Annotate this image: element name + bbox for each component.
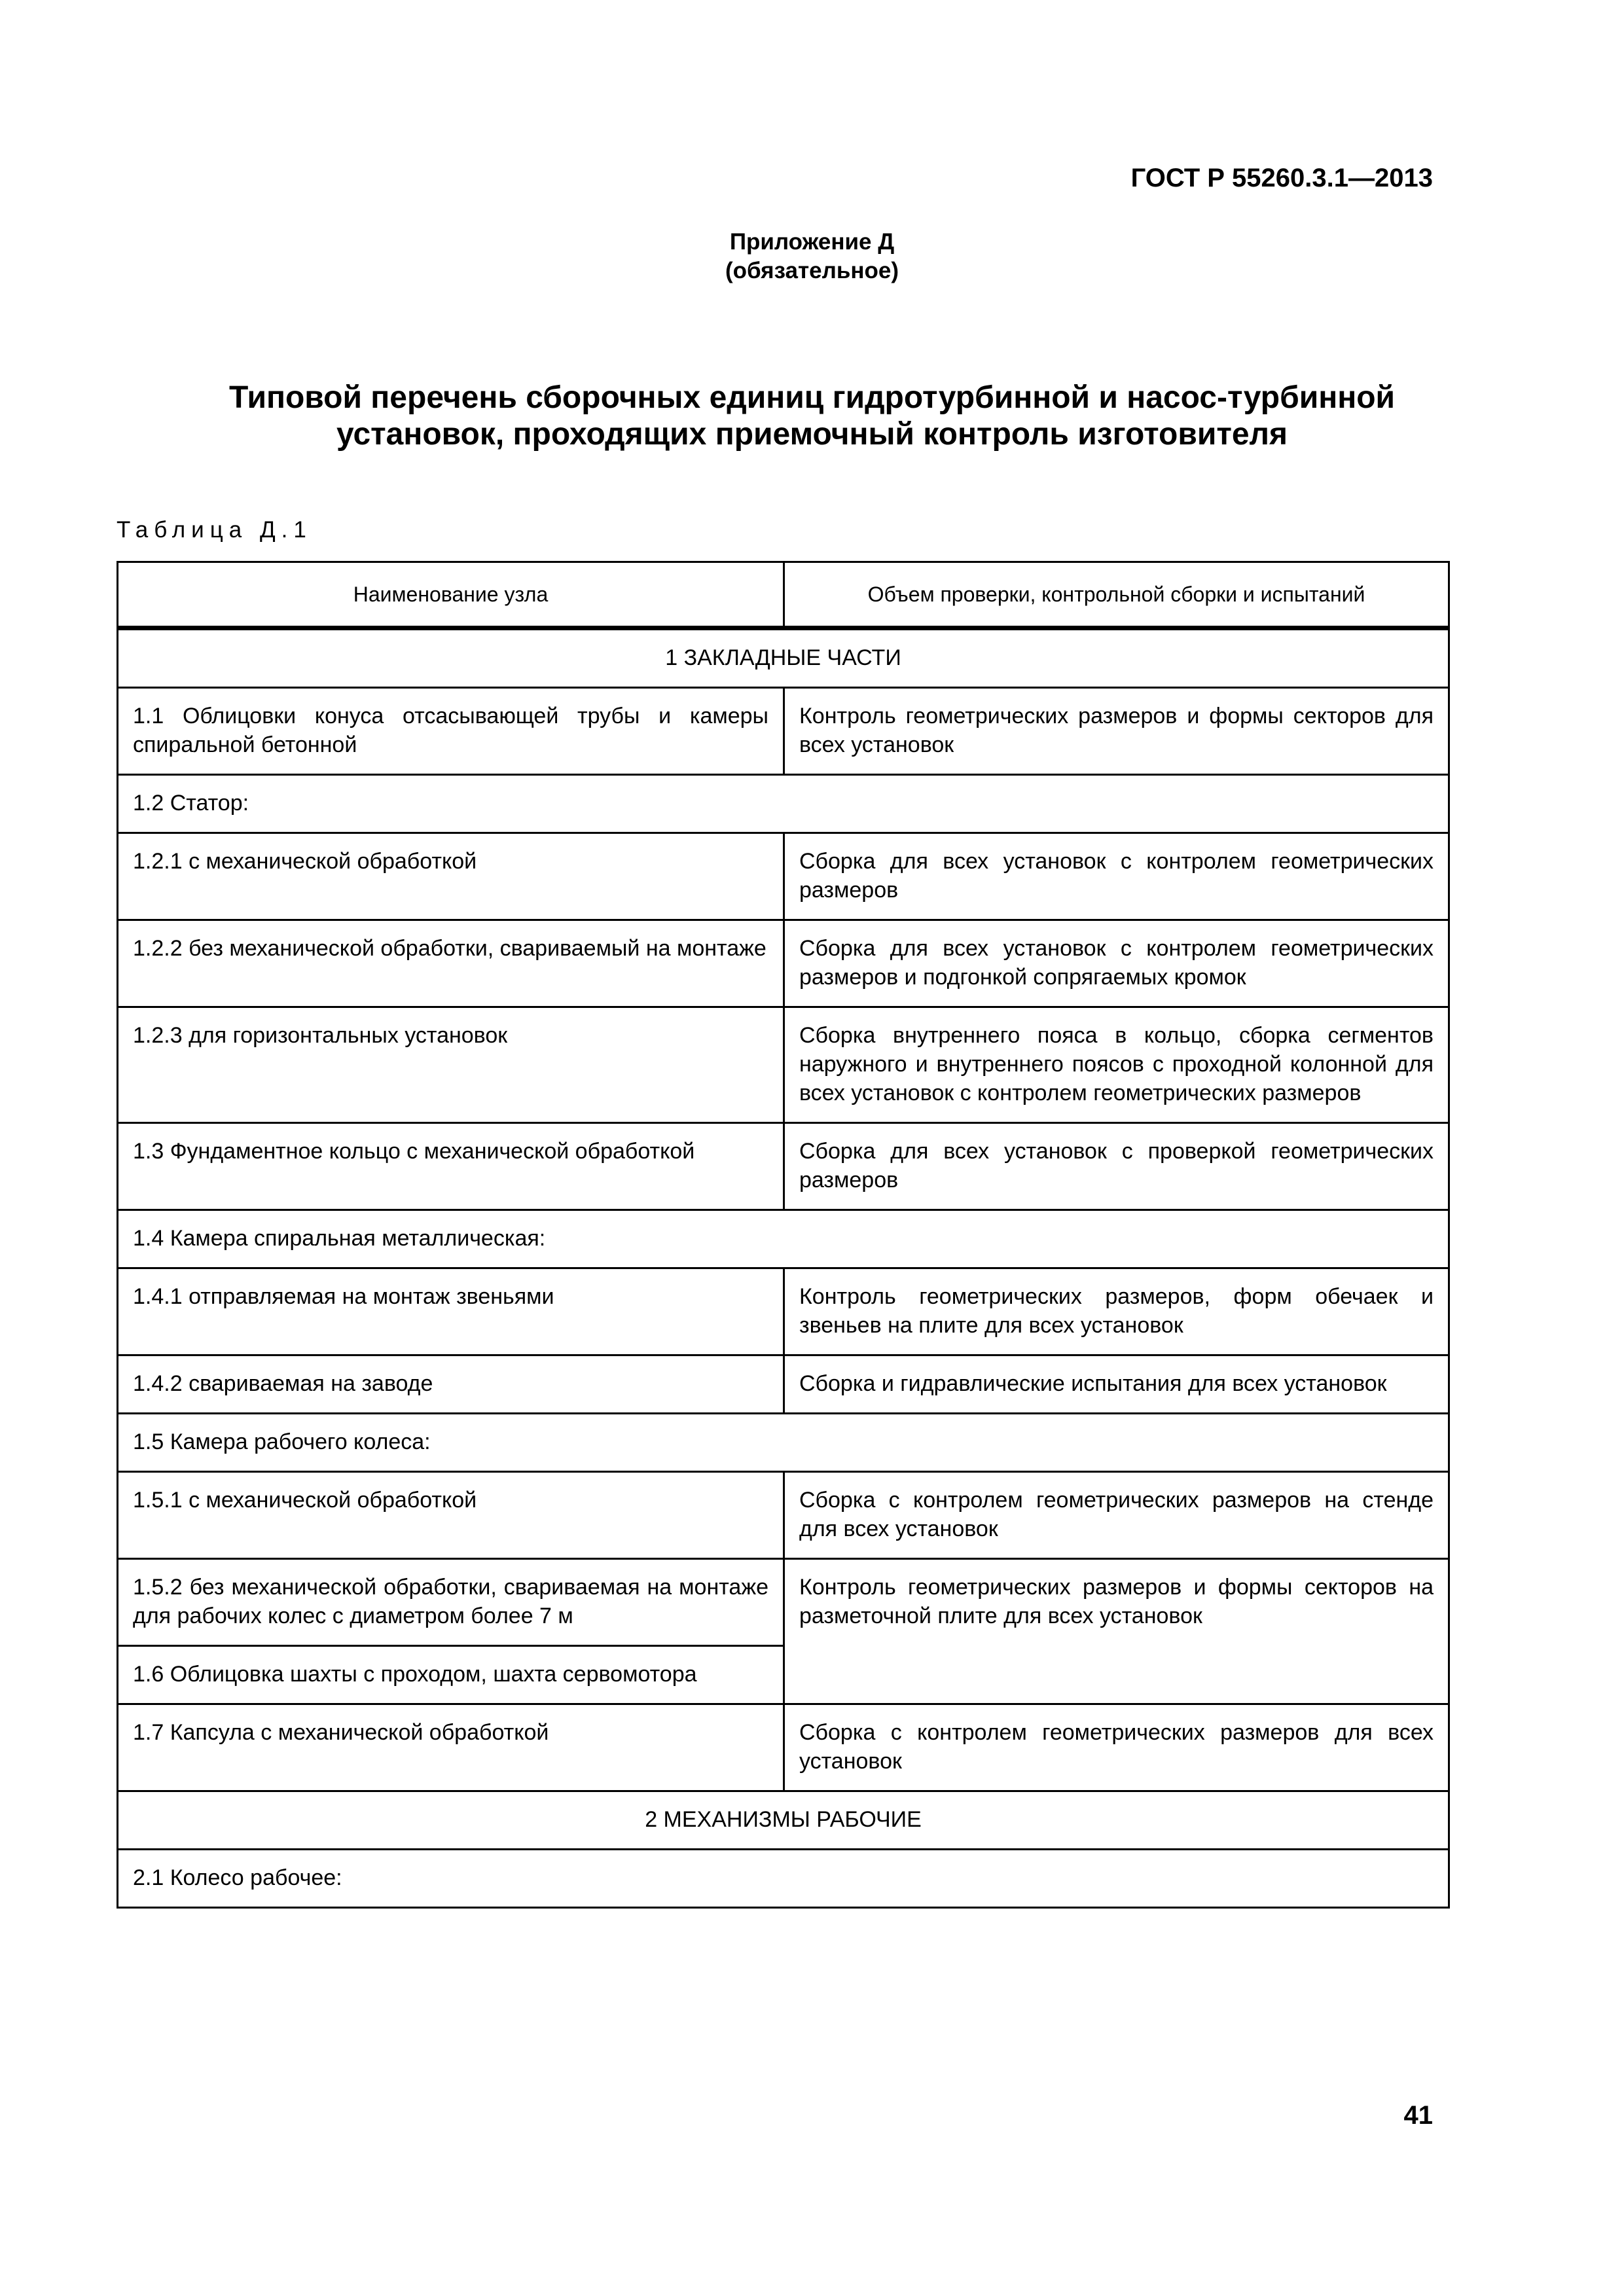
table-row xyxy=(118,775,1449,833)
scope-cell: Сборка с контролем геометрических размеров для всех установок xyxy=(784,1704,1449,1791)
unit-name-cell: 1.6 Облицовка шахты с проходом, шахта сервомотора xyxy=(118,1646,784,1704)
table-row xyxy=(118,688,1449,775)
scope-cell: Сборка для всех установок с контролем геометрических размеров и подгонкой сопрягаемых кромок xyxy=(784,920,1449,1007)
table-caption: Таблица Д.1 xyxy=(117,517,312,543)
unit-name-cell: 1.5.1 с механической обработкой xyxy=(118,1472,784,1559)
unit-name-cell: 1.2.1 с механической обработкой xyxy=(118,833,784,920)
group-heading: 1.2 Статор: xyxy=(118,775,1449,833)
group-heading: 1.5 Камера рабочего колеса: xyxy=(118,1414,1449,1472)
unit-name-cell: 1.2.2 без механической обработки, свариваемый на монтаже xyxy=(118,920,784,1007)
inspection-table xyxy=(117,561,1450,1909)
page-title-line-2: установок, проходящих приемочный контроль изготовителя xyxy=(336,417,1288,452)
column-header-unit: Наименование узла xyxy=(118,562,784,628)
scope-cell: Контроль геометрических размеров и формы секторов на разметочной плите для всех установок xyxy=(784,1559,1449,1704)
table-row xyxy=(118,1414,1449,1472)
unit-name-cell: 1.5.2 без механической обработки, свариваемая на монтаже для рабочих колес с диаметром более 7 м xyxy=(118,1559,784,1646)
table-row xyxy=(118,920,1449,1007)
scope-cell: Сборка и гидравлические испытания для всех установок xyxy=(784,1355,1449,1414)
scope-cell: Контроль геометрических размеров и формы секторов для всех установок xyxy=(784,688,1449,775)
table-row xyxy=(118,1704,1449,1791)
table-row xyxy=(118,1559,1449,1646)
appendix-heading xyxy=(0,228,1624,285)
table-row xyxy=(118,1355,1449,1414)
page-number: 41 xyxy=(1403,2101,1433,2130)
unit-name-cell: 1.1 Облицовки конуса отсасывающей трубы и камеры спиральной бетонной xyxy=(118,688,784,775)
unit-name-cell: 1.2.3 для горизонтальных установок xyxy=(118,1007,784,1123)
table-row xyxy=(118,1472,1449,1559)
page-title xyxy=(118,380,1506,453)
group-heading: 2.1 Колесо рабочее: xyxy=(118,1850,1449,1908)
table-row xyxy=(118,1850,1449,1908)
table-row xyxy=(118,1007,1449,1123)
unit-name-cell: 1.4.2 свариваемая на заводе xyxy=(118,1355,784,1414)
appendix-status: (обязательное) xyxy=(725,258,899,283)
scope-cell: Контроль геометрических размеров, форм обечаек и звеньев на плите для всех установок xyxy=(784,1268,1449,1355)
table-row xyxy=(118,1210,1449,1268)
scope-cell: Сборка с контролем геометрических размеров на стенде для всех установок xyxy=(784,1472,1449,1559)
table-row xyxy=(118,628,1449,688)
page-title-line-1: Типовой перечень сборочных единиц гидротурбинной и насос-турбинной xyxy=(228,380,1396,415)
group-heading: 1.4 Камера спиральная металлическая: xyxy=(118,1210,1449,1268)
section-heading: 2 МЕХАНИЗМЫ РАБОЧИЕ xyxy=(118,1791,1449,1850)
unit-name-cell: 1.4.1 отправляемая на монтаж звеньями xyxy=(118,1268,784,1355)
scope-cell: Сборка внутреннего пояса в кольцо, сборка сегментов наружного и внутреннего поясов с проходной колонной для всех установок с контролем геометрических размеров xyxy=(784,1007,1449,1123)
unit-name-cell: 1.3 Фундаментное кольцо с механической обработкой xyxy=(118,1123,784,1210)
section-heading: 1 ЗАКЛАДНЫЕ ЧАСТИ xyxy=(118,628,1449,688)
scope-cell: Сборка для всех установок с контролем геометрических размеров xyxy=(784,833,1449,920)
table-row xyxy=(118,1123,1449,1210)
column-header-scope: Объем проверки, контрольной сборки и испытаний xyxy=(784,562,1449,628)
scope-cell: Сборка для всех установок с проверкой геометрических размеров xyxy=(784,1123,1449,1210)
table-row xyxy=(118,833,1449,920)
table-row xyxy=(118,1791,1449,1850)
table-row xyxy=(118,1268,1449,1355)
table-header-row xyxy=(118,562,1449,628)
document-code: ГОСТ Р 55260.3.1—2013 xyxy=(1130,164,1433,192)
unit-name-cell: 1.7 Капсула с механической обработкой xyxy=(118,1704,784,1791)
appendix-title: Приложение Д xyxy=(729,229,895,255)
